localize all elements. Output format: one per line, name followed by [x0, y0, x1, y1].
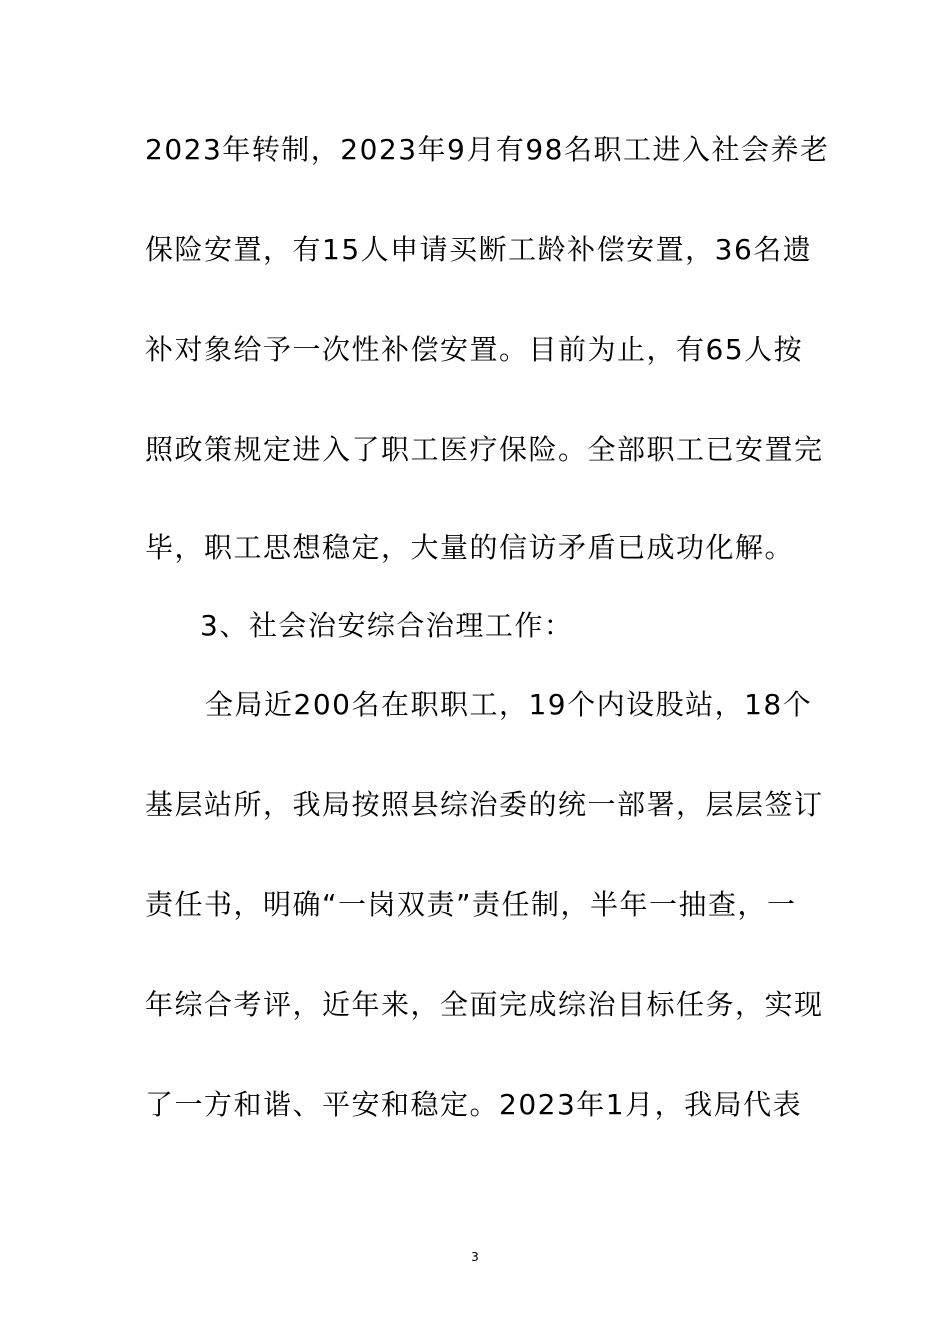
- paragraph-line: 补对象给予一次性补偿安置。目前为止，有65人按: [145, 333, 804, 366]
- page-number: 3: [471, 1250, 479, 1264]
- paragraph-line: 保险安置，有15人申请买断工龄补偿安置，36名遗: [145, 233, 813, 266]
- paragraph-line: 照政策规定进入了职工医疗保险。全部职工已安置完: [145, 433, 824, 466]
- paragraph-line: 责任书，明确“一岗双责”责任制，半年一抽查，一: [145, 888, 797, 921]
- section-heading: 3、社会治安综合治理工作：: [200, 609, 574, 642]
- paragraph-line: 毕，职工思想稳定，大量的信访矛盾已成功化解。: [145, 531, 795, 564]
- paragraph-line: 年综合考评，近年来，全面完成综治目标任务，实现: [145, 988, 824, 1021]
- paragraph-line: 基层站所，我局按照县综治委的统一部署，层层签订: [145, 788, 824, 821]
- paragraph-line: 2023年转制，2023年9月有98名职工进入社会养老: [145, 133, 830, 166]
- paragraph-line: 了一方和谐、平安和稳定。2023年1月，我局代表: [145, 1088, 803, 1121]
- paragraph-line: 全局近200名在职职工，19个内设股站，18个: [205, 688, 813, 721]
